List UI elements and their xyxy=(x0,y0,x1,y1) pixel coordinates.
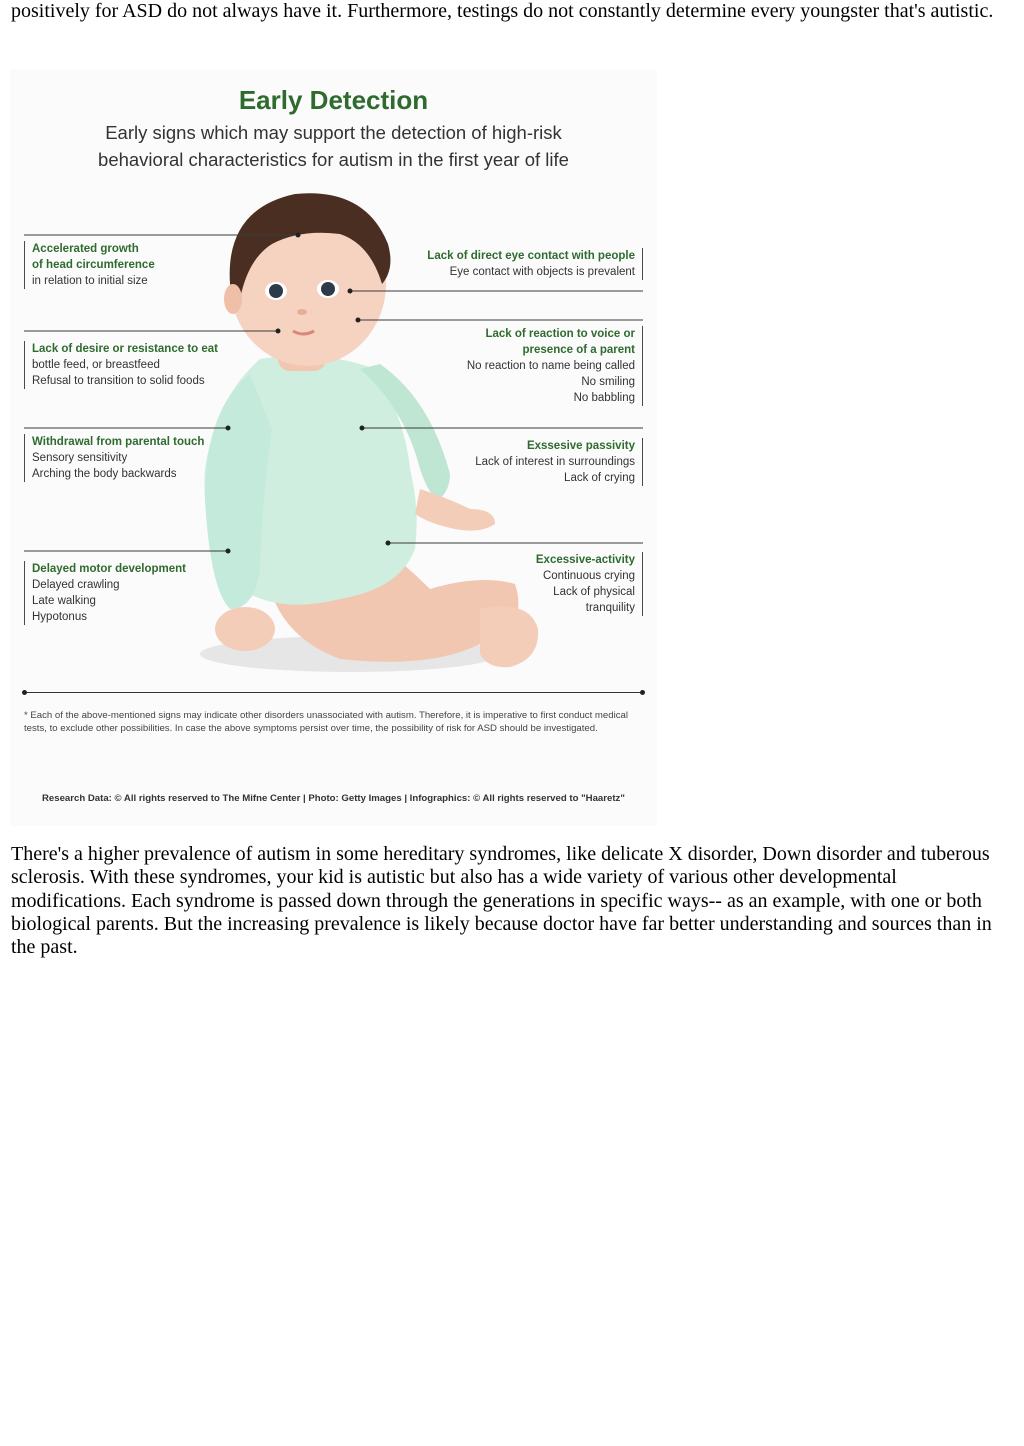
sign-detail: Continuous crying xyxy=(542,570,635,582)
sign-detail: bottle feed, or breastfeed xyxy=(32,359,160,371)
sign-title: Delayed motor development xyxy=(32,563,187,575)
subtitle-line-2: behavioral characteristics for autism in the first year of life xyxy=(98,149,569,170)
sign-title: Exssesive passivity xyxy=(526,440,635,452)
subtitle-line-1: Early signs which may support the detection of high-risk xyxy=(105,122,562,143)
sign-title: presence of a parent xyxy=(522,344,635,356)
sign-detail: Arching the body backwards xyxy=(32,468,177,480)
sign-detail: Lack of crying xyxy=(564,472,635,484)
infographic-credits: Research Data: © All rights reserved to The Mifne Center | Photo: Getty Images | Infographics: © All rights reserved to "Haaretz" xyxy=(42,793,625,804)
sign-title: Accelerated growth xyxy=(32,243,139,255)
sign-title: Excessive-activity xyxy=(535,554,635,566)
sign-eye-contact xyxy=(427,248,643,280)
sign-head-growth xyxy=(24,241,155,289)
sign-motor-development xyxy=(24,561,186,625)
sign-detail: tranquility xyxy=(585,602,635,614)
sign-detail: Delayed crawling xyxy=(32,579,120,591)
sign-detail: in relation to initial size xyxy=(32,275,148,287)
sign-detail: Late walking xyxy=(32,595,96,607)
infographic-title: Early Detection xyxy=(238,85,429,115)
sign-detail: Lack of physical xyxy=(553,586,635,598)
sign-detail: No reaction to name being called xyxy=(466,360,635,372)
sign-title: Lack of desire or resistance to eat xyxy=(32,343,218,355)
sign-parental-touch xyxy=(24,434,204,482)
sign-detail: Refusal to transition to solid foods xyxy=(32,375,205,387)
sign-detail: Eye contact with objects is prevalent xyxy=(449,266,635,278)
sign-detail: Lack of interest in surroundings xyxy=(475,456,635,468)
sign-title: of head circumference xyxy=(32,259,155,271)
sign-detail: No smiling xyxy=(581,376,635,388)
infographic-footnote: * Each of the above-mentioned signs may indicate other disorders unassociated with autism. Therefore, it is imperative to first conduct medical tests, to exclude other possibilities. In case the above symptoms persist over time, the possibility of risk for ASD should be investigated. xyxy=(24,710,628,735)
sign-passivity xyxy=(475,438,643,486)
sign-detail: Sensory sensitivity xyxy=(32,452,128,464)
early-detection-infographic xyxy=(10,69,657,826)
infographic-subtitle xyxy=(50,119,617,173)
sign-title: Lack of reaction to voice or xyxy=(485,328,635,340)
sign-excessive-activity xyxy=(536,552,643,616)
sign-detail: No babbling xyxy=(573,392,635,404)
divider-dot xyxy=(640,690,645,695)
body-paragraph: There's a higher prevalence of autism in some hereditary syndromes, like delicate X disorder, Down disorder and tuberous sclerosis. With these syndromes, your kid is autistic but also has a wide variety of various other developmental modifications. Each syndrome is passed down through the generations in specific ways-- as an example, with one or both biological parents. But the increasing prevalence is likely because doctor have far better understanding and sources than in the past. xyxy=(11,843,992,959)
sign-title: Lack of direct eye contact with people xyxy=(427,250,635,262)
divider-dot xyxy=(22,690,27,695)
sign-title: Withdrawal from parental touch xyxy=(32,436,205,448)
intro-paragraph: positively for ASD do not always have it. Furthermore, testings do not constantly determine every youngster that's autistic. xyxy=(11,0,994,22)
sign-reaction-to-voice xyxy=(467,326,643,406)
footnote-divider xyxy=(24,692,643,693)
sign-resistance-to-eat xyxy=(24,341,218,389)
sign-detail: Hypotonus xyxy=(32,611,87,623)
